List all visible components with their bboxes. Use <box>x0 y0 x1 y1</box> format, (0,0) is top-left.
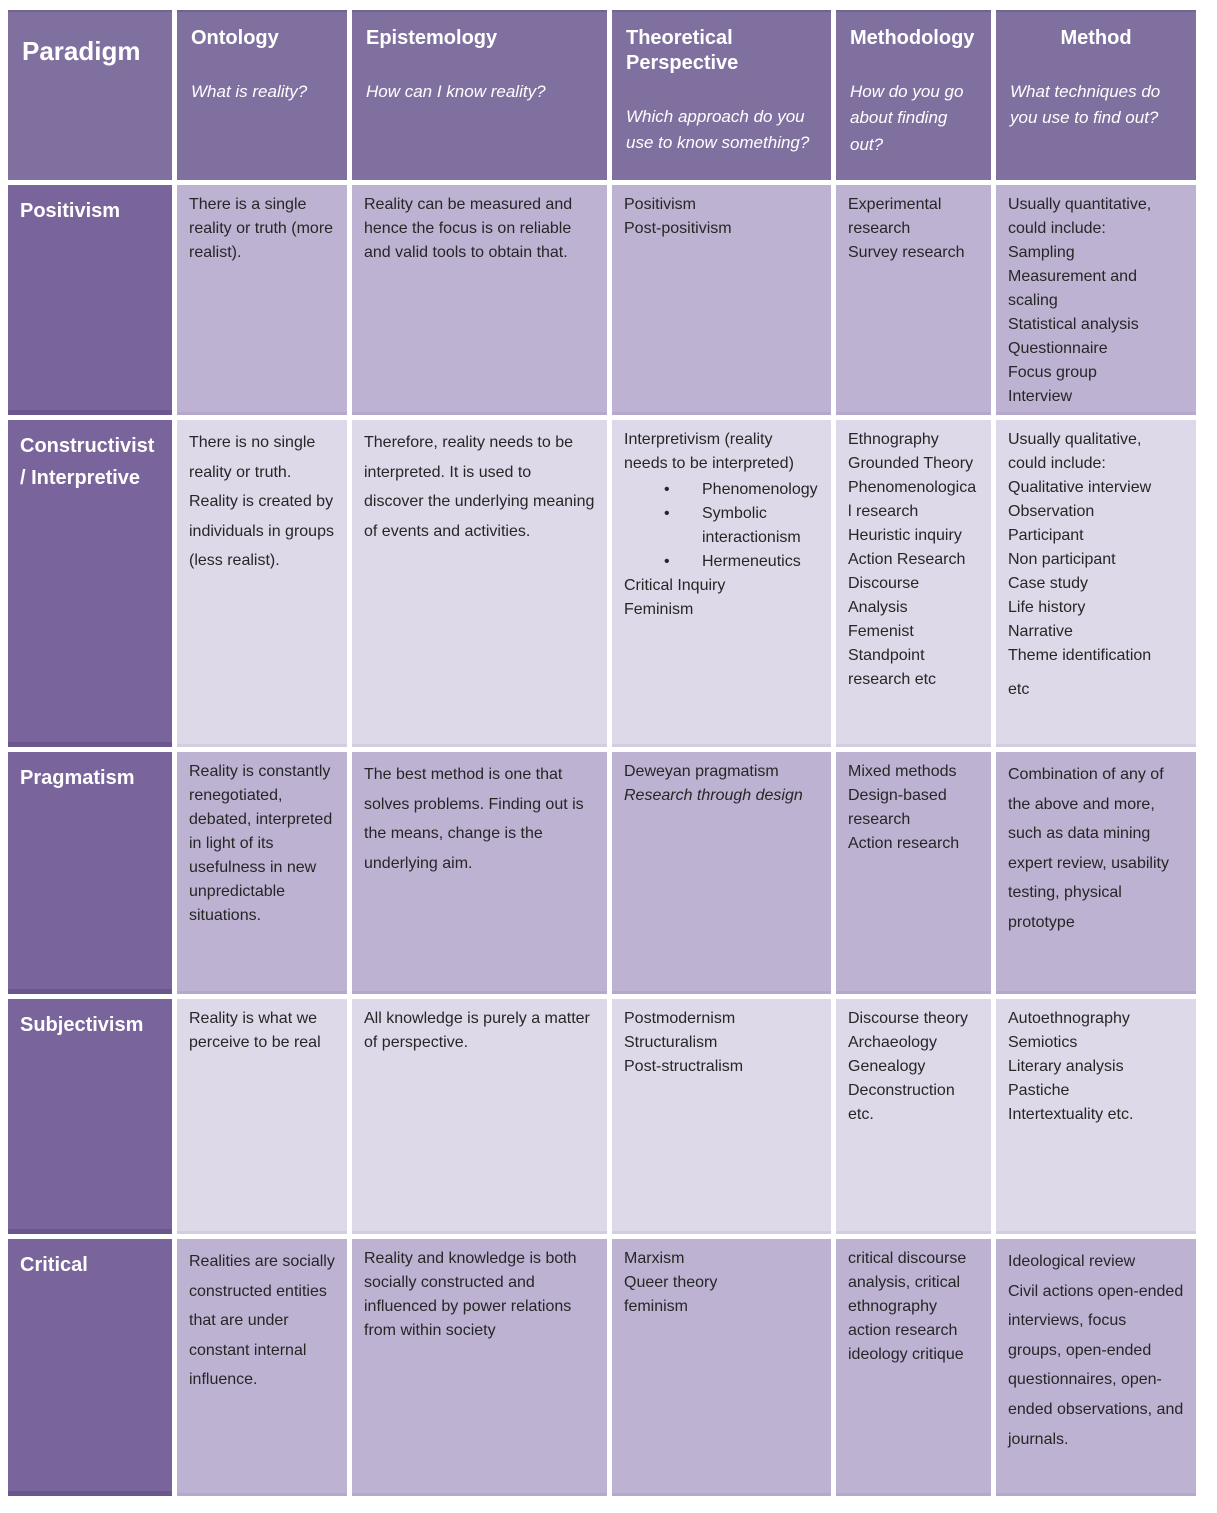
header-methodology-title: Methodology <box>850 27 975 49</box>
cell-pragmatism-method <box>996 752 1196 994</box>
cell-subjectivism-method <box>996 999 1196 1234</box>
theoretical-tail-list <box>624 574 819 622</box>
cell-positivism-epistemology <box>352 185 607 415</box>
list-item: Positivism <box>624 196 697 213</box>
cell-text: Realities are socially constructed entities that are under constant internal influence. <box>189 1253 335 1389</box>
row-label-positivism <box>8 185 172 415</box>
list-item: Constructivist <box>20 435 155 457</box>
list-item: Marxism <box>624 1250 685 1267</box>
header-ontology <box>177 10 347 180</box>
list-item: Usually quantitative, could include: <box>1008 196 1152 237</box>
cell-text: Therefore, reality needs to be interpreted. It is used to discover the underlying meaning of events and activities. <box>364 434 595 540</box>
list-item: Action research <box>848 835 960 852</box>
list-item: feminism <box>624 1298 689 1315</box>
header-theoretical-perspective-question: Which approach do you use to know something? <box>626 107 810 153</box>
cell-subjectivism-epistemology <box>352 999 607 1234</box>
method-etc: etc <box>1008 681 1030 698</box>
cell-text: Reality is what we perceive to be real <box>189 1010 321 1051</box>
cell-text: There is no single reality or truth. Reality is created by individuals in groups (less realist). <box>189 434 334 570</box>
list-item: Qualitative interview <box>1008 479 1152 496</box>
list-item: Post-positivism <box>624 220 732 237</box>
list-item: Deconstruction etc. <box>848 1082 955 1123</box>
cell-constructivist-epistemology <box>352 420 607 747</box>
header-ontology-question: What is reality? <box>191 82 308 101</box>
list-item: Sampling <box>1008 244 1075 261</box>
cell-subjectivism-ontology <box>177 999 347 1234</box>
list-item: Literary analysis <box>1008 1058 1124 1075</box>
header-method-question: What techniques do you use to find out? <box>1010 82 1161 128</box>
header-epistemology-question: How can I know reality? <box>366 82 546 101</box>
list-item: • Symbolic interactionism <box>624 502 819 550</box>
theoretical-bullet-list <box>624 478 819 574</box>
cell-text: Reality is constantly renegotiated, debated, interpreted in light of its usefulness in new unpredictable situations. <box>189 763 333 924</box>
list-item: Femenist Standpoint research etc <box>848 623 937 688</box>
list-item: Statistical analysis <box>1008 316 1139 333</box>
cell-critical-method <box>996 1239 1196 1496</box>
list-item: Discourse theory <box>848 1010 969 1027</box>
cell-text: Interpretivism (reality needs to be interpreted) <box>624 431 794 472</box>
list-item: Positivism <box>20 200 121 222</box>
list-item: Pastiche <box>1008 1082 1070 1099</box>
list-item: Participant <box>1008 527 1084 544</box>
list-item: Heuristic inquiry <box>848 527 962 544</box>
cell-positivism-theoretical <box>612 185 831 415</box>
list-item: Usually qualitative, could include: <box>1008 431 1142 472</box>
cell-positivism-methodology <box>836 185 991 415</box>
list-item: Intertextuality etc. <box>1008 1106 1134 1123</box>
list-item: Observation <box>1008 503 1095 520</box>
list-item: Phenomenological research <box>848 479 977 520</box>
cell-critical-epistemology <box>352 1239 607 1496</box>
list-item: Feminism <box>624 601 694 618</box>
row-label-subjectivism <box>8 999 172 1234</box>
list-item: Discourse Analysis <box>848 575 920 616</box>
list-item: Postmodernism <box>624 1010 736 1027</box>
cell-critical-methodology <box>836 1239 991 1496</box>
header-paradigm-title: Paradigm <box>22 36 141 66</box>
cell-constructivist-ontology <box>177 420 347 747</box>
list-item: Autoethnography <box>1008 1010 1130 1027</box>
list-item: Design-based research <box>848 787 947 828</box>
list-item: Survey research <box>848 244 965 261</box>
cell-constructivist-method <box>996 420 1196 747</box>
list-item: Measurement and scaling <box>1008 268 1137 309</box>
cell-text: Reality can be measured and hence the focus is on reliable and valid tools to obtain that. <box>364 196 573 261</box>
cell-constructivist-methodology <box>836 420 991 747</box>
list-item: Interview <box>1008 388 1073 405</box>
cell-critical-theoretical <box>612 1239 831 1496</box>
cell-subjectivism-theoretical <box>612 999 831 1234</box>
list-item: Pragmatism <box>20 767 135 789</box>
header-epistemology-title: Epistemology <box>366 27 498 49</box>
list-item: Theme identification <box>1008 647 1152 664</box>
cell-text: critical discourse analysis, critical ethnography action research ideology critique <box>848 1250 967 1363</box>
cell-positivism-method <box>996 185 1196 415</box>
cell-pragmatism-ontology <box>177 752 347 994</box>
list-item: Questionnaire <box>1008 340 1108 357</box>
cell-text: Deweyan pragmatism <box>624 763 779 780</box>
method-item-list <box>1008 428 1184 668</box>
cell-constructivist-theoretical <box>612 420 831 747</box>
header-method-title: Method <box>1060 27 1132 49</box>
list-item: • Phenomenology <box>624 478 819 502</box>
list-item: Focus group <box>1008 364 1097 381</box>
list-item: Action Research <box>848 551 966 568</box>
list-item: Critical Inquiry <box>624 577 726 594</box>
cell-text: The best method is one that solves problems. Finding out is the means, change is the underlying aim. <box>364 766 584 872</box>
list-item: Structuralism <box>624 1034 718 1051</box>
cell-critical-ontology <box>177 1239 347 1496</box>
row-label-constructivist-interpretive <box>8 420 172 747</box>
method-first: Ideological review <box>1008 1253 1136 1270</box>
cell-text: There is a single reality or truth (more realist). <box>189 196 334 261</box>
list-item: / Interpretive <box>20 467 141 489</box>
list-item: Grounded Theory <box>848 455 974 472</box>
cell-pragmatism-methodology <box>836 752 991 994</box>
cell-pragmatism-epistemology <box>352 752 607 994</box>
list-item: Critical <box>20 1254 88 1276</box>
cell-text: Combination of any of the above and more, such as data mining expert review, usability testing, physical prototype <box>1008 766 1169 931</box>
list-item: Life history <box>1008 599 1086 616</box>
header-paradigm <box>8 10 172 180</box>
list-item: • Hermeneutics <box>624 550 819 574</box>
header-ontology-title: Ontology <box>191 27 279 49</box>
cell-subjectivism-methodology <box>836 999 991 1234</box>
header-theoretical-perspective <box>612 10 831 180</box>
list-item: Mixed methods <box>848 763 957 780</box>
row-label-critical <box>8 1239 172 1496</box>
theoretical-note: Research through design <box>624 787 803 804</box>
list-item: Archaeology <box>848 1034 937 1051</box>
method-rest: Civil actions open-ended interviews, focus groups, open-ended questionnaires, open-ended observations, and journals. <box>1008 1282 1184 1448</box>
cell-text: Reality and knowledge is both socially constructed and influenced by power relations from within society <box>364 1250 577 1339</box>
list-item: Experimental research <box>848 196 942 237</box>
list-item: Post-structralism <box>624 1058 744 1075</box>
header-epistemology <box>352 10 607 180</box>
list-item: Genealogy <box>848 1058 926 1075</box>
list-item: Narrative <box>1008 623 1073 640</box>
cell-positivism-ontology <box>177 185 347 415</box>
header-method <box>996 10 1196 180</box>
cell-text: All knowledge is purely a matter of perspective. <box>364 1010 590 1051</box>
list-item: Case study <box>1008 575 1089 592</box>
header-theoretical-perspective-title: Theoretical Perspective <box>626 27 739 74</box>
list-item: Ethnography <box>848 431 939 448</box>
row-label-pragmatism <box>8 752 172 994</box>
header-methodology-question: How do you go about finding out? <box>850 82 964 154</box>
list-item: Subjectivism <box>20 1014 144 1036</box>
list-item: Semiotics <box>1008 1034 1078 1051</box>
cell-pragmatism-theoretical <box>612 752 831 994</box>
research-paradigms-table <box>8 10 1184 1496</box>
list-item: Non participant <box>1008 551 1116 568</box>
header-methodology <box>836 10 991 180</box>
list-item: Queer theory <box>624 1274 718 1291</box>
